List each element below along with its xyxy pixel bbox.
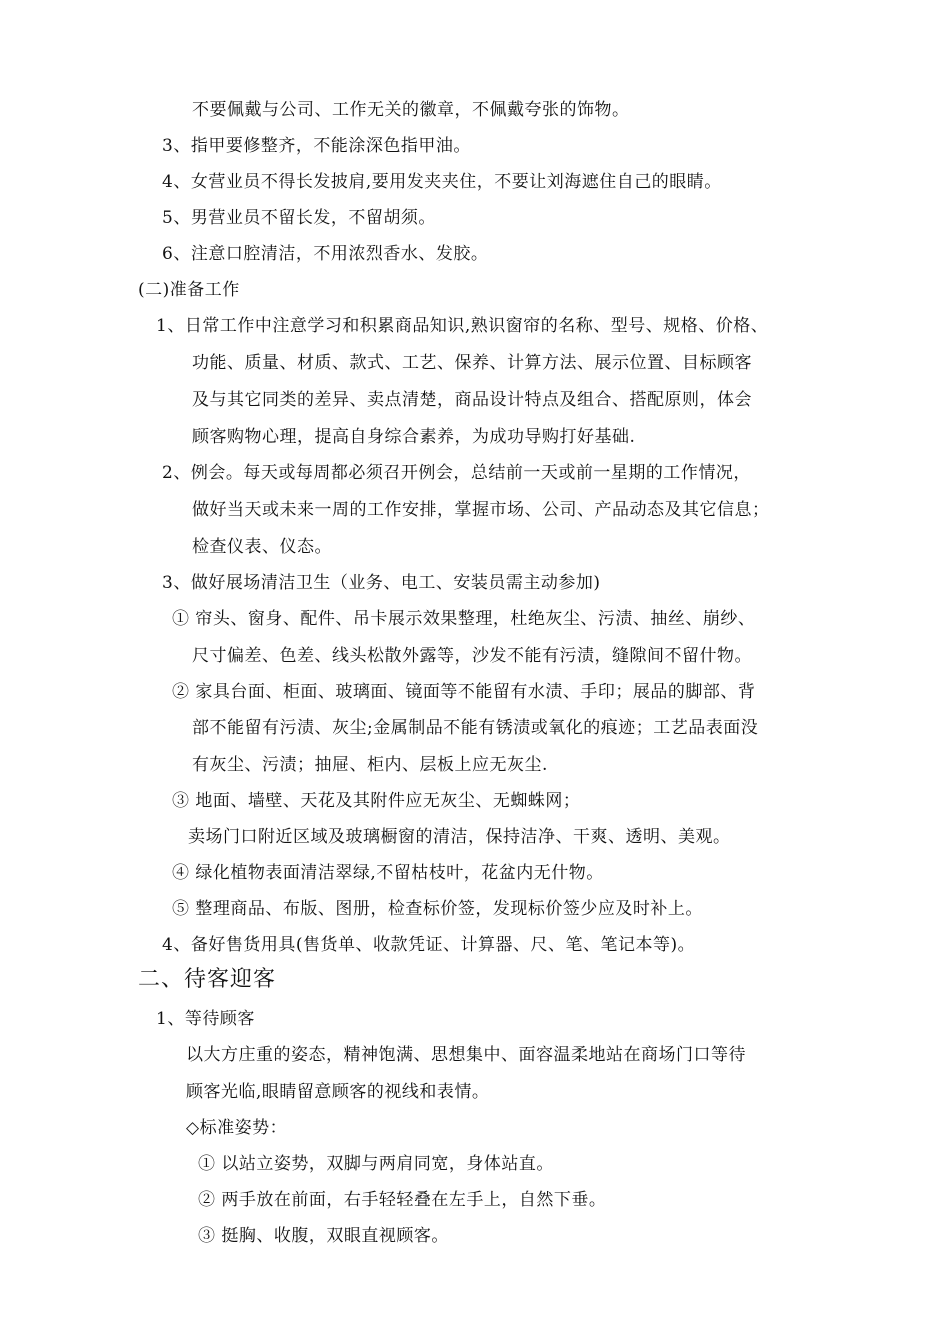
list-item: ④ 绿化植物表面清洁翠绿,不留枯枝叶，花盆内无什物。	[172, 863, 604, 883]
list-item: 4、女营业员不得长发披肩,要用发夹夹住，不要让刘海遮住自己的眼睛。	[162, 172, 722, 192]
list-item: 3、做好展场清洁卫生（业务、电工、安装员需主动参加)	[162, 573, 601, 593]
list-item: ② 两手放在前面，右手轻轻叠在左手上，自然下垂。	[198, 1190, 607, 1210]
list-item: ① 帘头、窗身、配件、吊卡展示效果整理，杜绝灰尘、污渍、抽丝、崩纱、	[172, 609, 756, 629]
text-line: 检查仪表、仪态。	[192, 537, 332, 557]
text-line: 做好当天或未来一周的工作安排，掌握市场、公司、产品动态及其它信息；	[192, 500, 770, 520]
list-item: ③ 挺胸、收腹，双眼直视顾客。	[198, 1226, 449, 1246]
list-item: 1、等待顾客	[156, 1009, 255, 1029]
text-line: 有灰尘、污渍；抽屉、柜内、层板上应无灰尘.	[192, 755, 548, 775]
list-item: 3、指甲要修整齐，不能涂深色指甲油。	[162, 136, 471, 156]
text-line: 卖场门口附近区域及玻璃橱窗的清洁，保持洁净、干爽、透明、美观。	[188, 827, 731, 847]
list-item: 5、男营业员不留长发，不留胡须。	[162, 208, 436, 228]
text-line: 功能、质量、材质、款式、工艺、保养、计算方法、展示位置、目标顾客	[192, 353, 752, 373]
text-line: 顾客购物心理，提高自身综合素养，为成功导购打好基础.	[192, 427, 636, 447]
text-line: 不要佩戴与公司、工作无关的徽章，不佩戴夸张的饰物。	[192, 100, 630, 120]
list-item: 2、例会。每天或每周都必须召开例会，总结前一天或前一星期的工作情况，	[162, 463, 751, 483]
list-item: ⑤ 整理商品、布版、图册，检查标价签，发现标价签少应及时补上。	[172, 899, 703, 919]
text-line: 尺寸偏差、色差、线头松散外露等，沙发不能有污渍，缝隙间不留什物。	[192, 646, 752, 666]
list-item: ② 家具台面、柜面、玻璃面、镜面等不能留有水渍、手印；展品的脚部、背	[172, 682, 756, 702]
list-item: ③ 地面、墙壁、天花及其附件应无灰尘、无蜘蛛网；	[172, 791, 581, 811]
text-line: 部不能留有污渍、灰尘;金属制品不能有锈渍或氧化的痕迹；工艺品表面没	[192, 718, 759, 738]
section-subtitle: (二)准备工作	[138, 280, 240, 300]
list-item: 6、注意口腔清洁，不用浓烈香水、发胶。	[162, 244, 489, 264]
list-item: 1、日常工作中注意学习和积累商品知识,熟识窗帘的名称、型号、规格、价格、	[156, 316, 769, 336]
text-line: 及与其它同类的差异、卖点清楚，商品设计特点及组合、搭配原则，体会	[192, 390, 752, 410]
list-item: ① 以站立姿势，双脚与两肩同宽，身体站直。	[198, 1154, 554, 1174]
section-heading: 二、待客迎客	[138, 967, 277, 992]
text-line: 顾客光临,眼睛留意顾客的视线和表情。	[186, 1082, 490, 1102]
list-item: 4、备好售货用具(售货单、收款凭证、计算器、尺、笔、笔记本等)。	[162, 935, 696, 955]
text-line: ◇标准姿势：	[186, 1118, 288, 1138]
text-line: 以大方庄重的姿态，精神饱满、思想集中、面容温柔地站在商场门口等待	[186, 1045, 746, 1065]
